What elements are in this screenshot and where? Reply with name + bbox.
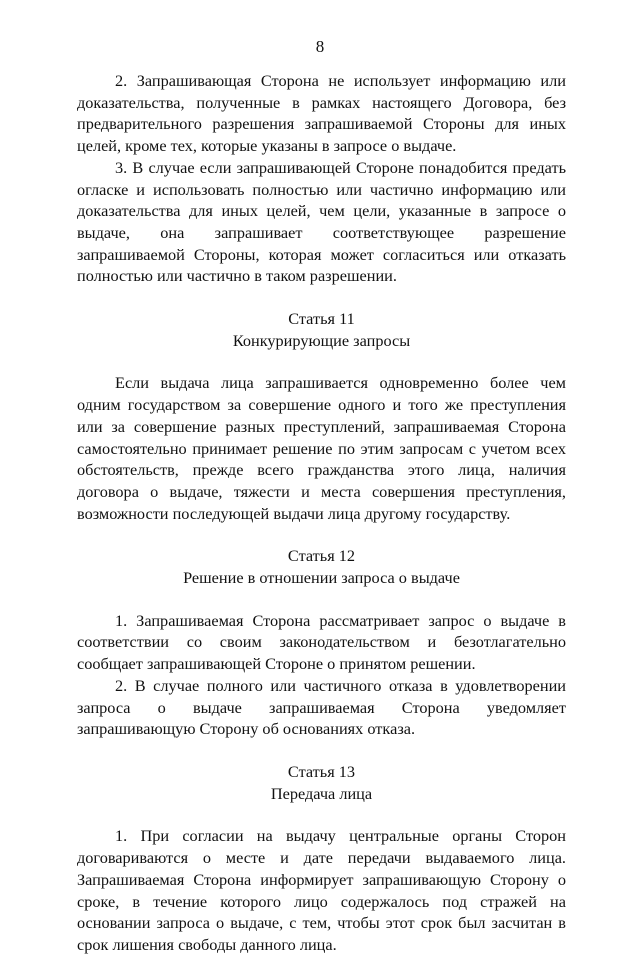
paragraph-article11: Если выдача лица запрашивается одновременно более чем одним государством за совершение одного и того же преступления или за совершение разных преступлений, запрашиваемая Сторона самостоятельно принимает решение по этим запросам с учетом всех обстоятельств, прежде всего гражданства этого лица, наличия договора о выдаче, тяжести и места совершения преступления, возможности последующей выдачи лица другому государству. bbox=[77, 373, 566, 523]
paragraph-article12-item2: 2. В случае полного или частичного отказа в удовлетворении запроса о выдаче запрашиваемая Сторона уведомляет запрашивающую Сторону об основаниях отказа. bbox=[77, 675, 566, 739]
article-number: Статья 13 bbox=[287, 761, 356, 781]
article-11-heading bbox=[77, 308, 566, 351]
document-body bbox=[77, 70, 566, 956]
article-number: Статья 11 bbox=[288, 309, 355, 329]
article-number: Статья 12 bbox=[287, 546, 356, 566]
paragraph-article13-item1: 1. При согласии на выдачу центральные органы Сторон договариваются о месте и дате передачи выдаваемого лица. Запрашиваемая Сторона информирует запрашивающую Сторону о сроке, в течение которого лицо содержалось под стражей на основании запроса о выдаче, с тем, чтобы этот срок был засчитан в срок лишения свободы данного лица. bbox=[77, 826, 566, 954]
article-title: Передача лица bbox=[270, 783, 373, 803]
article-12-heading bbox=[77, 545, 566, 588]
paragraph-article10-item2: 2. Запрашивающая Сторона не использует информацию или доказательства, полученные в рамках настоящего Договора, без предварительного разрешения запрашиваемой Стороны для иных целей, кроме тех, которые указаны в запросе о выдаче. bbox=[77, 71, 566, 156]
paragraph-article12-item1: 1. Запрашиваемая Сторона рассматривает запрос о выдаче в соответствии со своим законодательством и безотлагательно сообщает запрашивающей Стороне о принятом решении. bbox=[77, 610, 566, 674]
article-13-heading bbox=[77, 761, 566, 804]
article-title: Конкурирующие запросы bbox=[232, 330, 411, 350]
article-title: Решение в отношении запроса о выдаче bbox=[183, 568, 460, 588]
paragraph-article10-item3: 3. В случае если запрашивающей Стороне понадобится предать огласке и использовать полностью или частично информацию или доказательства для иных целей, чем цели, указанные в запросе о выдаче, она запрашивает соответствующее разрешение запрашиваемой Стороны, которая может согласиться или отказать полностью или частично в таком разрешении. bbox=[77, 157, 566, 286]
page-number: 8 bbox=[315, 37, 325, 56]
